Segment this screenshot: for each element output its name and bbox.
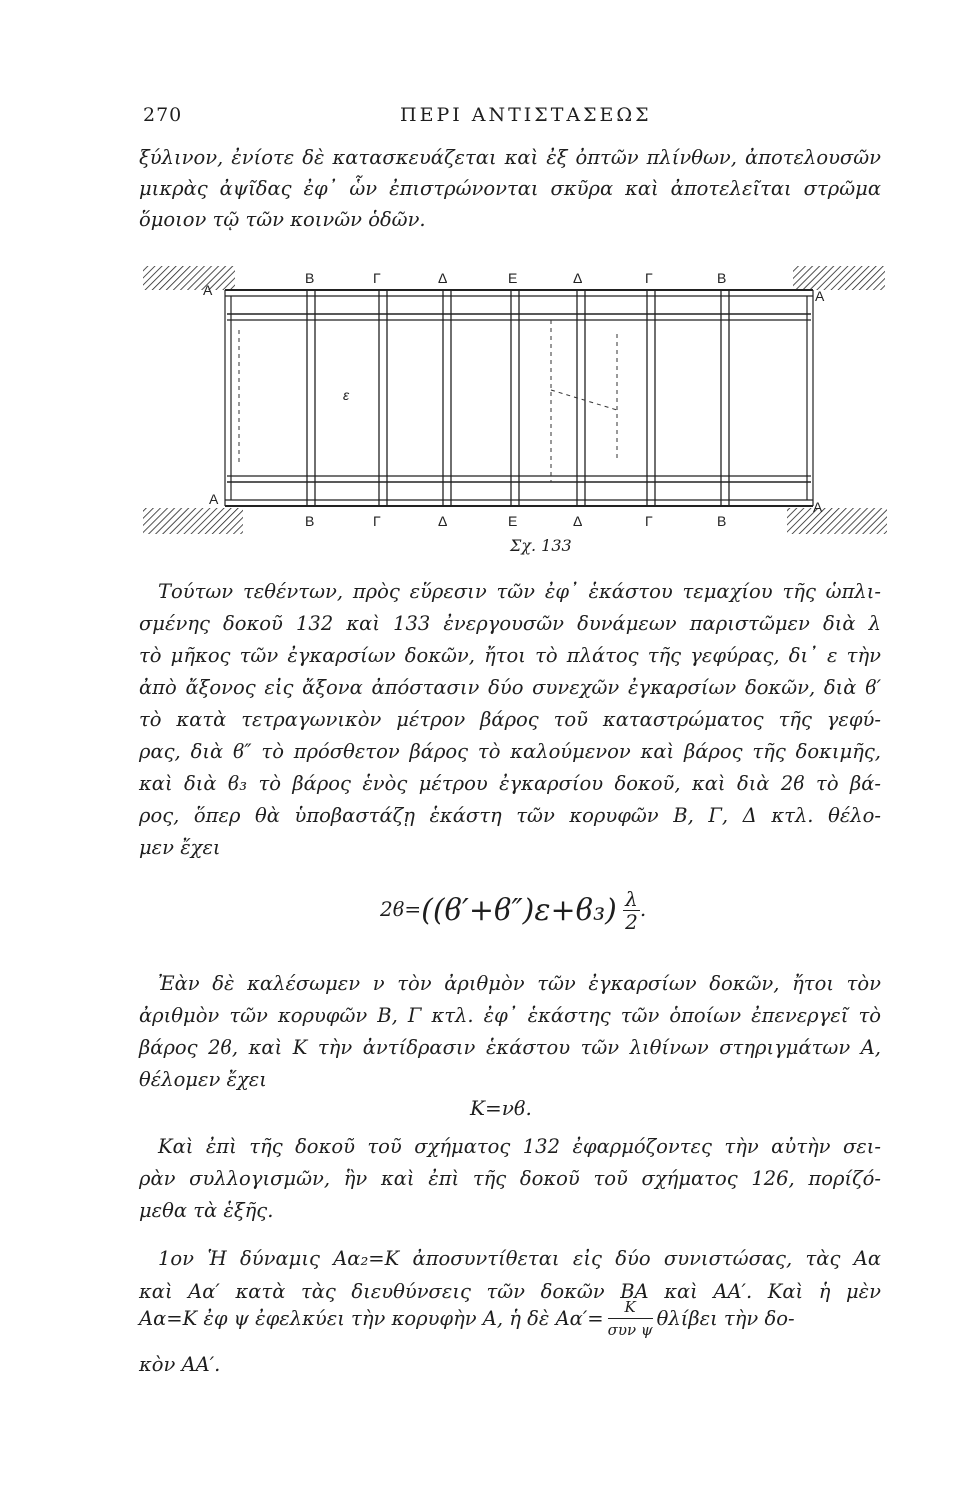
bridge-truss-figure <box>135 250 895 550</box>
text-line: ὅμοιον τῷ τῶν κοινῶν ὁδῶν. <box>139 208 426 231</box>
top-label-b2: Β <box>717 270 727 286</box>
text-line: μεν ἔχει <box>139 836 221 859</box>
bottom-label-g2: Γ <box>645 513 653 529</box>
text-line: ρας, διὰ ϐ″ τὸ πρόσθετον βάρος τὸ καλούμενον καὶ βάρος τῆς δοκιμῆς, <box>139 740 881 763</box>
text-line: Καὶ ἐπὶ τῆς δοκοῦ τοῦ σχήματος 132 ἐφαρμόζοντες τὴν αὐτὴν σει- <box>158 1135 881 1158</box>
page-number: 270 <box>143 104 183 126</box>
top-label-e: Ε <box>508 270 518 286</box>
formula-body: ((ϐ′+ϐ″)ε+ϐ₃) <box>421 893 617 928</box>
text-line: μεθα τὰ ἑξῆς. <box>139 1199 274 1222</box>
text-line: κὸν ΑΑ′. <box>139 1353 221 1376</box>
text-line-with-fraction <box>139 1296 881 1341</box>
bottom-label-g1: Γ <box>373 513 381 529</box>
cross-beams <box>307 290 729 506</box>
text-line: σμένης δοκοῦ 132 καὶ 133 ἐνεργουσῶν δυνάμεων παριστῶμεν διὰ λ <box>139 612 881 635</box>
bottom-label-b1: Β <box>305 513 315 529</box>
text-line: μικρὰς ἀψῖδας ἐφ᾽ ὧν ἐπιστρώνονται σκῦρα καὶ ἀποτελεῖται στρῶμα <box>139 177 881 200</box>
dashed-guides <box>239 320 617 482</box>
right-bottom-label: Α <box>813 499 823 515</box>
left-top-label: Α <box>203 282 213 298</box>
inline-fraction-denominator: συν ψ <box>607 1321 653 1339</box>
text-line: τὸ μῆκος τῶν ἐγκαρσίων δοκῶν, ἤτοι τὸ πλάτος τῆς γεφύρας, δι᾽ ε τὴν <box>139 644 881 667</box>
text-line: καὶ διὰ ϐ₃ τὸ βάρος ἑνὸς μέτρου ἐγκαρσίου δοκοῦ, καὶ διὰ 2ϐ τὸ βά- <box>139 772 881 795</box>
top-label-b1: Β <box>305 270 315 286</box>
text-line: ἀπὸ ἄξονος εἰς ἄξονα ἀπόστασιν δύο συνεχῶν ἐγκαρσίων δοκῶν, διὰ ϐ′ <box>139 676 881 699</box>
abutment-top-right <box>793 266 885 290</box>
text-line: ρος, ὅπερ θὰ ὑποβαστάζῃ ἑκάστη τῶν κορυφῶν Β, Γ, Δ κτλ. θέλο- <box>139 804 881 827</box>
bottom-label-e: Ε <box>508 513 518 529</box>
text-line: ἀριθμὸν τῶν κορυφῶν Β, Γ κτλ. ἐφ᾽ ἑκάστης τῶν ὁποίων ἐπενεργεῖ τὸ <box>139 1004 881 1027</box>
formula-reaction: Κ=νϐ. <box>470 1096 532 1120</box>
abutment-top-left <box>143 266 235 290</box>
text-line: καὶ Αα′ κατὰ τὰς διευθύνσεις τῶν δοκῶν ΒΑ καὶ ΑΑ′. Καὶ ἡ μὲν <box>139 1280 881 1303</box>
text-line: τὸ κατὰ τετραγωνικὸν μέτρον βάρος τοῦ καταστρώματος τῆς γεφύ- <box>139 708 881 731</box>
line-after-fraction: θλίβει τὴν δο- <box>656 1307 795 1330</box>
fraction-denominator: 2 <box>625 910 638 934</box>
text-line: ρὰν συλλογισμῶν, ἣν καὶ ἐπὶ τῆς δοκοῦ τοῦ σχήματος 126, πορίζό- <box>139 1167 881 1190</box>
figure-caption: Σχ. 133 <box>510 536 572 555</box>
right-top-label: Α <box>815 288 825 304</box>
formula-lhs: 2ϐ= <box>380 897 422 921</box>
left-bottom-label: Α <box>209 491 219 507</box>
formula-weight <box>380 888 646 933</box>
inline-fraction <box>608 1296 653 1341</box>
line-before-fraction: Αα=Κ ἐφ ψ ἐφελκύει τὴν κορυφὴν Α, ἡ δὲ Αα′= <box>139 1307 604 1330</box>
inline-fraction-numerator: Κ <box>608 1296 653 1319</box>
text-line: 1ον Ἡ δύναμις Αα₂=Κ ἀποσυντίθεται εἰς δύο συνιστώσας, τὰς Αα <box>158 1247 881 1270</box>
bottom-label-b2: Β <box>717 513 727 529</box>
text-line: Ἐὰν δὲ καλέσωμεν ν τὸν ἀριθμὸν τῶν ἐγκαρσίων δοκῶν, ἤτοι τὸν <box>158 972 881 995</box>
abutment-bottom-left <box>143 508 243 534</box>
bottom-label-d2: Δ <box>573 513 583 529</box>
abutment-bottom-right <box>787 508 887 534</box>
text-line: Τούτων τεθέντων, πρὸς εὕρεσιν τῶν ἐφ᾽ ἑκάστου τεμαχίου τῆς ὡπλι- <box>158 580 881 603</box>
top-label-d1: Δ <box>438 270 448 286</box>
running-title: ΠΕΡΙ ΑΝΤΙΣΤΑΣΕΩΣ <box>400 104 652 126</box>
top-label-g2: Γ <box>645 270 653 286</box>
fraction-numerator: λ <box>625 887 638 911</box>
text-line: ξύλινον, ἐνίοτε δὲ κατασκευάζεται καὶ ἐξ ὀπτῶν πλίνθων, ἀποτελουσῶν <box>139 146 881 169</box>
spacing-label: ε <box>343 387 350 403</box>
top-label-g1: Γ <box>373 270 381 286</box>
text-line: θέλομεν ἔχει <box>139 1068 267 1091</box>
top-label-d2: Δ <box>573 270 583 286</box>
bottom-label-d1: Δ <box>438 513 448 529</box>
formula-fraction <box>623 888 640 933</box>
formula-end: . <box>639 897 647 921</box>
text-line: βάρος 2ϐ, καὶ Κ τὴν ἀντίδρασιν ἑκάστου τῶν λιθίνων στηριγμάτων Α, <box>139 1036 881 1059</box>
